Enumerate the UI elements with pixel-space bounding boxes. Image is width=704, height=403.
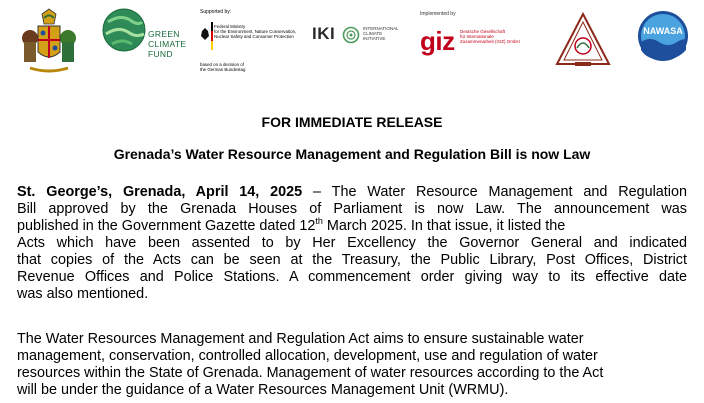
iki-line3: INITIATIVE bbox=[363, 36, 386, 42]
iki-line1: INTERNATIONAL bbox=[363, 26, 399, 31]
logo-banner bbox=[0, 0, 704, 92]
german-eagle-icon bbox=[200, 27, 210, 41]
p1-line1-text: – The Water Resource Management and Regulation bbox=[302, 184, 687, 200]
giz-line3: Zusammenarbeit (GIZ) GmbH bbox=[460, 39, 520, 45]
giz-logo bbox=[420, 12, 538, 62]
bmu-supported-by: Supported by: bbox=[200, 9, 232, 15]
gcf-line3: FUND bbox=[148, 48, 173, 59]
bmu-decision-line1: based on a decision of bbox=[200, 62, 244, 67]
release-label: FOR IMMEDIATE RELEASE bbox=[261, 114, 443, 130]
iki-wordmark: IKI bbox=[312, 24, 336, 43]
p1-line7: was also mentioned. bbox=[17, 286, 149, 302]
giz-wordmark: giz bbox=[420, 26, 455, 56]
gcf-line2: CLIMATE bbox=[148, 38, 187, 49]
bmu-decision-line2: the German Bundestag bbox=[200, 67, 246, 73]
p2-line2: management, conservation, controlled allocation, development, use and regulation of water bbox=[17, 348, 598, 364]
giz-line2: für Internationale bbox=[460, 34, 494, 40]
p2-line4: will be under the guidance of a Water Resources Management Unit (WRMU). bbox=[17, 382, 509, 398]
iki-ring-icon bbox=[342, 26, 360, 44]
headline: Grenada’s Water Resource Management and Regulation Bill is now Law bbox=[113, 146, 591, 162]
p1-line2: Bill approved by the Grenada Houses of Parliament is now Law. The announcement was bbox=[17, 201, 687, 217]
green-climate-fund-logo bbox=[102, 8, 192, 68]
giz-line1: Deutsche Gesellschaft bbox=[460, 29, 506, 34]
p1-line3b: March 2025. In that issue, it listed the bbox=[322, 218, 566, 234]
triangle-emblem-logo bbox=[553, 10, 613, 70]
p2-line1: The Water Resources Management and Regulation Act aims to ensure sustainable water bbox=[17, 331, 584, 347]
bmu-logo bbox=[200, 10, 308, 80]
p1-line3 bbox=[17, 218, 687, 235]
grenada-coat-of-arms-logo bbox=[20, 8, 78, 74]
nawasa-wordmark: NAWASA bbox=[643, 26, 683, 36]
paragraph-1 bbox=[17, 184, 687, 303]
bmu-ministry-line3: Nuclear Safety and Consumer Protection bbox=[214, 34, 294, 40]
iki-line2: CLIMATE bbox=[363, 31, 383, 37]
giz-implemented-by: Implemented by bbox=[420, 11, 456, 17]
iki-logo bbox=[312, 22, 402, 48]
bmu-ministry-line1: Federal Ministry bbox=[214, 24, 246, 29]
p1-line4: Acts which have been assented to by Her Excellency the Governor General and indicated bbox=[17, 235, 687, 251]
paragraph-2 bbox=[17, 331, 687, 399]
p1-line3a: published in the Government Gazette dated 12 bbox=[17, 218, 316, 234]
bmu-ministry-line2: for the Environment, Nature Conservation, bbox=[214, 29, 297, 35]
p2-line3: resources within the State of Grenada. Management of water resources according to the Act bbox=[17, 365, 604, 381]
p1-line6: Revenue Offices and Police Stations. A commencement order giving way to its effective date bbox=[17, 269, 687, 285]
gcf-line1: GREEN bbox=[148, 29, 180, 39]
p1-line1 bbox=[17, 184, 687, 201]
p1-line5: that copies of the Acts can be seen at the Treasury, the Public Library, Post Offices, District bbox=[17, 252, 687, 268]
gcf-globe-icon bbox=[102, 8, 146, 52]
nawasa-logo bbox=[637, 10, 689, 62]
german-flag-bar-icon bbox=[211, 22, 213, 50]
p1-line3-sup: th bbox=[315, 216, 323, 227]
dateline: St. George’s, Grenada, April 14, 2025 bbox=[17, 184, 303, 200]
